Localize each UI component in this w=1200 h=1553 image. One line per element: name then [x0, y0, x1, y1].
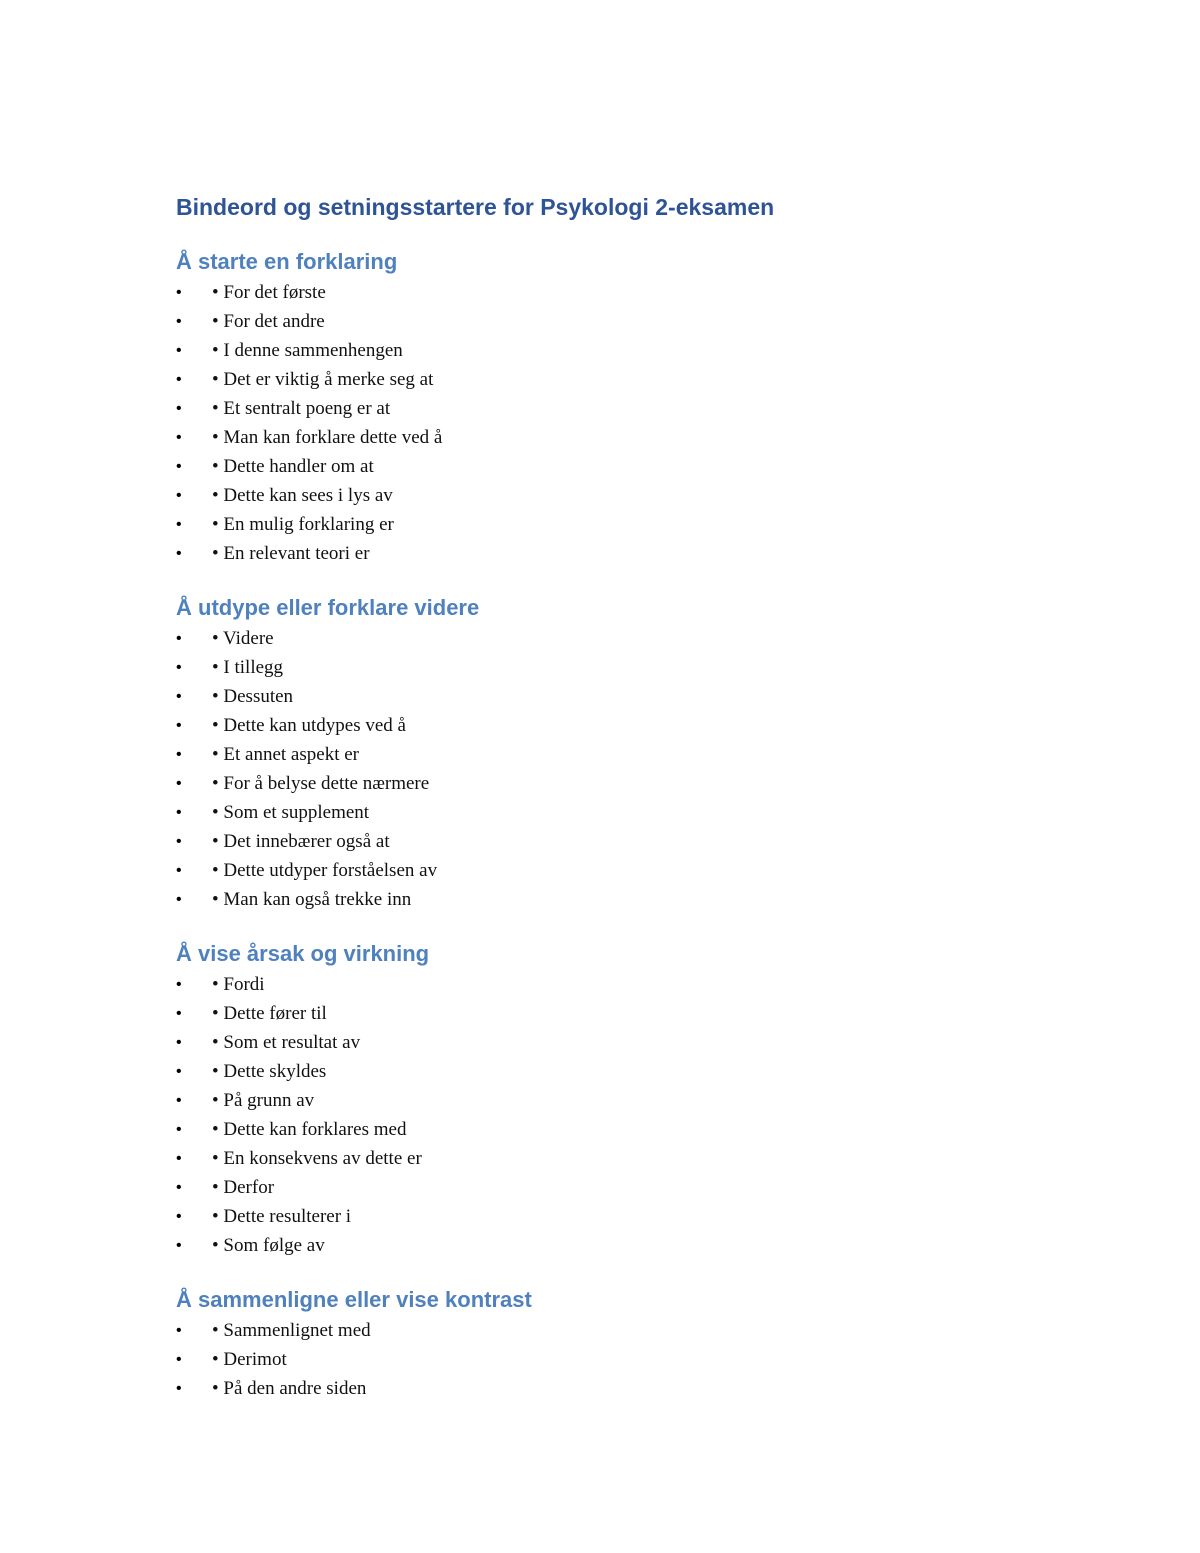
bullet-icon: •	[176, 833, 182, 850]
list-item-text: • Et sentralt poeng er at	[212, 398, 391, 419]
list-item	[176, 711, 1076, 740]
list-item-text: • Dette utdyper forståelsen av	[212, 860, 438, 881]
list-item-text: • Som følge av	[212, 1235, 325, 1256]
list-item-text: • Dette kan utdypes ved å	[212, 715, 406, 736]
list-item-text: • Dette kan forklares med	[212, 1119, 407, 1140]
bullet-icon: •	[176, 1150, 182, 1167]
list-item-text: • Man kan forklare dette ved å	[212, 427, 443, 448]
list-item	[176, 365, 1076, 394]
bullet-icon: •	[176, 1208, 182, 1225]
list-item	[176, 885, 1076, 914]
list-item-text: • For å belyse dette nærmere	[212, 773, 430, 794]
bullet-icon: •	[176, 688, 182, 705]
list-item-text: • En relevant teori er	[212, 543, 370, 564]
list-item	[176, 1115, 1076, 1144]
bullet-icon: •	[176, 1005, 182, 1022]
bullet-icon: •	[176, 400, 182, 417]
list-item	[176, 856, 1076, 885]
list-item	[176, 452, 1076, 481]
bullet-icon: •	[176, 516, 182, 533]
list-item	[176, 682, 1076, 711]
list-item-text: • Dette kan sees i lys av	[212, 485, 393, 506]
list-item	[176, 1202, 1076, 1231]
bullet-icon: •	[176, 429, 182, 446]
list-item-text: • Sammenlignet med	[212, 1320, 371, 1341]
list-item-text: • En mulig forklaring er	[212, 514, 394, 535]
list-item	[176, 423, 1076, 452]
list-item	[176, 1345, 1076, 1374]
list-item-text: • På grunn av	[212, 1090, 315, 1111]
list-item	[176, 999, 1076, 1028]
bullet-icon: •	[176, 717, 182, 734]
list-item-text: • Fordi	[212, 974, 265, 995]
bullet-icon: •	[176, 1351, 182, 1368]
bullet-icon: •	[176, 775, 182, 792]
list-item	[176, 740, 1076, 769]
bullet-icon: •	[176, 630, 182, 647]
list-item	[176, 1316, 1076, 1345]
bullet-icon: •	[176, 1092, 182, 1109]
list-item-text: • Dette skyldes	[212, 1061, 327, 1082]
bullet-icon: •	[176, 1237, 182, 1254]
bullet-icon: •	[176, 976, 182, 993]
bullet-icon: •	[176, 804, 182, 821]
document-body	[176, 190, 1076, 1403]
bullet-icon: •	[176, 862, 182, 879]
section-heading: Å utdype eller forklare videre	[176, 595, 480, 620]
bullet-icon: •	[176, 1322, 182, 1339]
list-item	[176, 510, 1076, 539]
bullet-icon: •	[176, 545, 182, 562]
list-item	[176, 1086, 1076, 1115]
bullet-icon: •	[176, 891, 182, 908]
bullet-icon: •	[176, 1179, 182, 1196]
list-item-text: • En konsekvens av dette er	[212, 1148, 422, 1169]
bullet-icon: •	[176, 659, 182, 676]
bullet-list	[176, 970, 1076, 1260]
bullet-icon: •	[176, 458, 182, 475]
bullet-icon: •	[176, 746, 182, 763]
bullet-icon: •	[176, 313, 182, 330]
list-item	[176, 827, 1076, 856]
bullet-icon: •	[176, 284, 182, 301]
list-item	[176, 394, 1076, 423]
section-heading: Å sammenligne eller vise kontrast	[176, 1287, 532, 1312]
list-item	[176, 278, 1076, 307]
section	[176, 246, 1076, 568]
list-item	[176, 769, 1076, 798]
list-item-text: • Dette resulterer i	[212, 1206, 352, 1227]
bullet-icon: •	[176, 1063, 182, 1080]
bullet-icon: •	[176, 1034, 182, 1051]
list-item-text: • Et annet aspekt er	[212, 744, 359, 765]
bullet-list	[176, 1316, 1076, 1403]
section	[176, 938, 1076, 1260]
list-item-text: • Dette fører til	[212, 1003, 327, 1024]
list-item	[176, 1028, 1076, 1057]
bullet-icon: •	[176, 342, 182, 359]
section	[176, 592, 1076, 914]
list-item-text: • Derimot	[212, 1349, 287, 1370]
list-item-text: • Det er viktig å merke seg at	[212, 369, 434, 390]
bullet-icon: •	[176, 371, 182, 388]
list-item	[176, 481, 1076, 510]
list-item	[176, 1374, 1076, 1403]
list-item-text: • Dette handler om at	[212, 456, 374, 477]
list-item-text: • Som et supplement	[212, 802, 370, 823]
list-item-text: • Dessuten	[212, 686, 294, 707]
list-item-text: • Man kan også trekke inn	[212, 889, 412, 910]
list-item-text: • Videre	[212, 628, 274, 649]
bullet-icon: •	[176, 487, 182, 504]
list-item	[176, 1173, 1076, 1202]
list-item	[176, 307, 1076, 336]
list-item-text: • I tillegg	[212, 657, 284, 678]
list-item	[176, 624, 1076, 653]
list-item-text: • For det første	[212, 282, 326, 303]
list-item	[176, 653, 1076, 682]
section-heading: Å starte en forklaring	[176, 249, 398, 274]
bullet-list	[176, 278, 1076, 568]
list-item	[176, 798, 1076, 827]
list-item	[176, 970, 1076, 999]
list-item-text: • Som et resultat av	[212, 1032, 361, 1053]
list-item-text: • Derfor	[212, 1177, 275, 1198]
section-heading: Å vise årsak og virkning	[176, 941, 430, 966]
bullet-list	[176, 624, 1076, 914]
bullet-icon: •	[176, 1380, 182, 1397]
list-item-text: • På den andre siden	[212, 1378, 367, 1399]
list-item	[176, 1057, 1076, 1086]
bullet-icon: •	[176, 1121, 182, 1138]
list-item-text: • Det innebærer også at	[212, 831, 390, 852]
list-item	[176, 1231, 1076, 1260]
list-item-text: • For det andre	[212, 311, 325, 332]
section	[176, 1284, 1076, 1403]
page-title: Bindeord og setningsstartere for Psykologi 2-eksamen	[176, 194, 775, 220]
list-item-text: • I denne sammenhengen	[212, 340, 403, 361]
section-list	[176, 246, 1076, 1403]
list-item	[176, 336, 1076, 365]
list-item	[176, 1144, 1076, 1173]
list-item	[176, 539, 1076, 568]
